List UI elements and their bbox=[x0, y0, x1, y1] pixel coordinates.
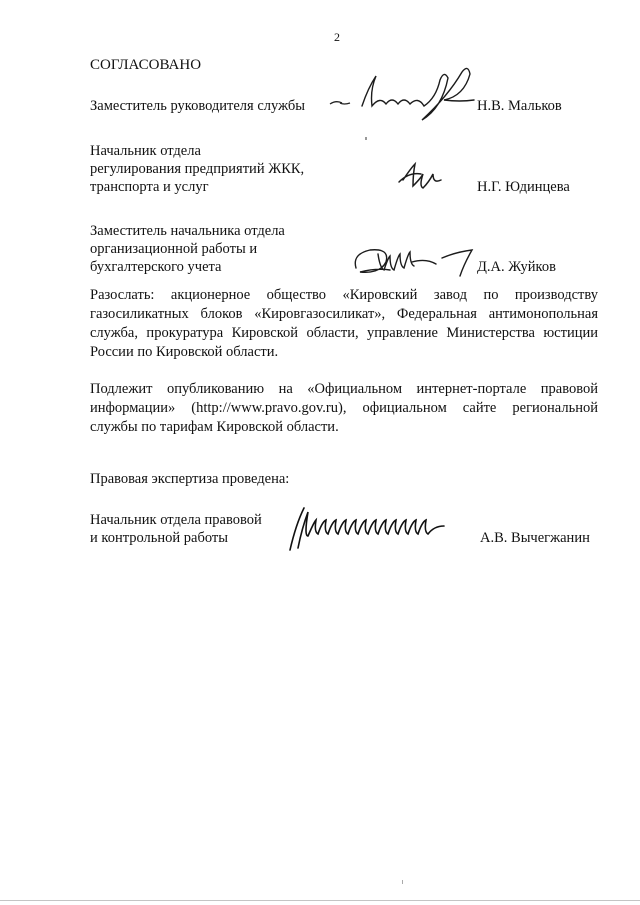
approval-heading: СОГЛАСОВАНО bbox=[90, 57, 202, 73]
signatory-title-line: Заместитель начальника отдела bbox=[90, 223, 285, 239]
scan-speck bbox=[365, 137, 367, 140]
scan-edge-line bbox=[0, 900, 640, 901]
legal-review-title-line: и контрольной работы bbox=[90, 530, 228, 546]
distribution-paragraph: Разослать: акционерное общество «Кировский завод по производству газосиликатных блоков «Кировгазосиликат», Федеральная антимонопольная служба, прокуратура Кировской области, управление Министерства юстиции России по Кировской области. bbox=[90, 287, 598, 360]
signatory-name: Н.В. Мальков bbox=[477, 98, 562, 114]
signatory-title-line: транспорта и услуг bbox=[90, 179, 209, 195]
signatory-title-line: регулирования предприятий ЖКК, bbox=[90, 161, 305, 177]
signatory-title-line: Начальник отдела bbox=[90, 143, 201, 159]
signatory-title-line: организационной работы и bbox=[90, 241, 258, 257]
legal-review-name: А.В. Вычегжанин bbox=[480, 530, 590, 546]
page-number: 2 bbox=[334, 30, 340, 44]
handwritten-signature bbox=[350, 240, 475, 280]
signatory-title-line: бухгалтерского учета bbox=[90, 259, 222, 275]
handwritten-signature bbox=[395, 160, 445, 194]
handwritten-signature bbox=[322, 60, 490, 122]
publication-paragraph: Подлежит опубликованию на «Официальном интернет-портале правовой информации» (http://www.pravo.gov.ru), официальном сайте региональной службы по тарифам Кировской области. bbox=[90, 381, 598, 435]
legal-review-title-line: Начальник отдела правовой bbox=[90, 512, 262, 528]
signatory-title: Заместитель руководителя службы bbox=[90, 98, 306, 114]
legal-review-heading: Правовая экспертиза проведена: bbox=[90, 471, 290, 487]
scan-speck bbox=[402, 880, 403, 884]
handwritten-signature bbox=[280, 500, 480, 556]
signatory-name: Н.Г. Юдинцева bbox=[477, 179, 570, 195]
signatory-name: Д.А. Жуйков bbox=[477, 259, 556, 275]
